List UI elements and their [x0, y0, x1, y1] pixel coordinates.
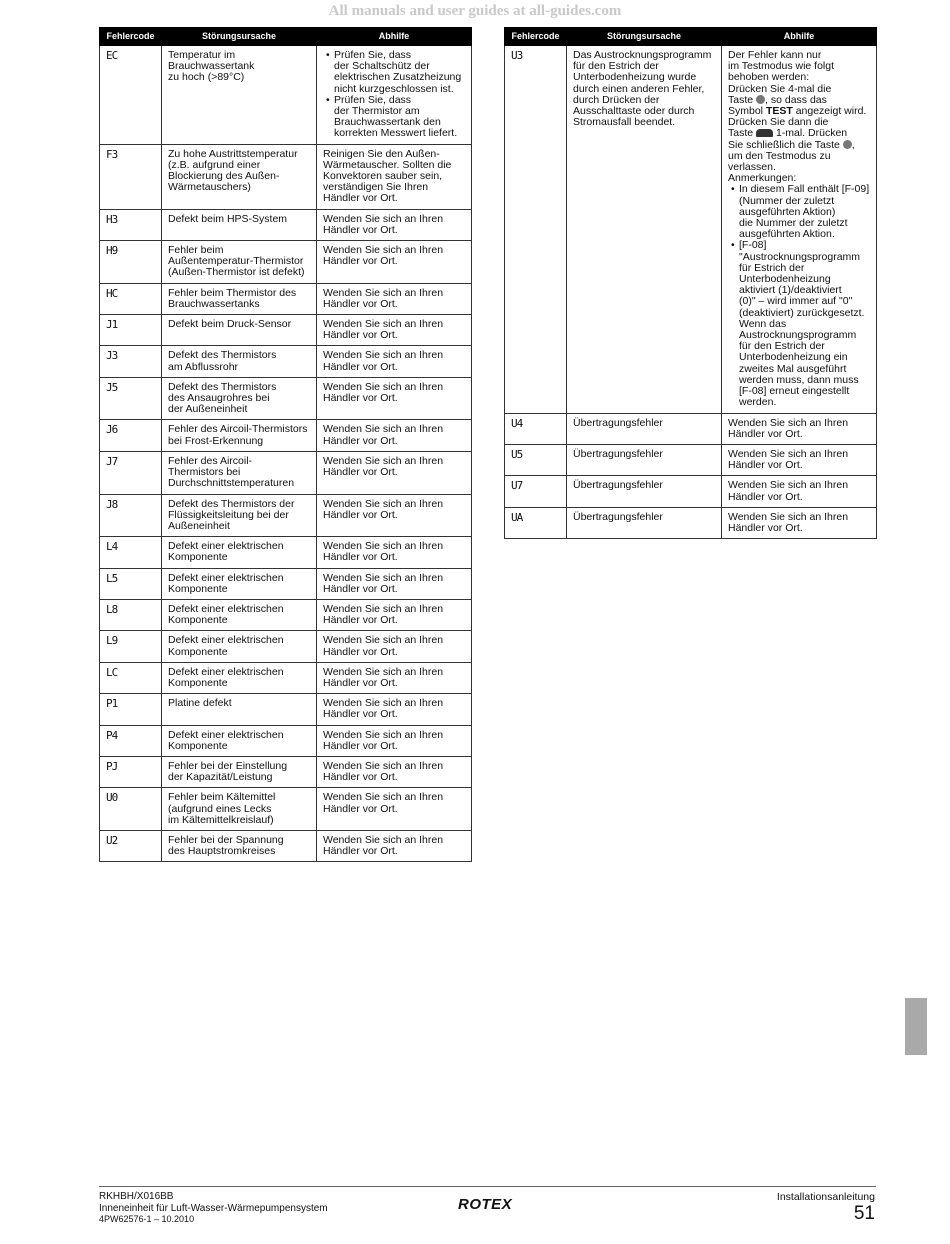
error-cause: Fehler beim Thermistor des Brauchwassertanks — [162, 283, 317, 314]
footer-doc-type: Installationsanleitung — [776, 1191, 875, 1203]
remedy-text: 1-mal. Drücken Sie schließlich die Taste — [728, 127, 848, 151]
error-remedy: Wenden Sie sich an Ihren Händler vor Ort. — [317, 662, 472, 693]
remedy-text: Der Fehler kann nur im Testmodus wie folgt behoben werden: Drücken Sie 4-mal die Taste — [728, 49, 835, 106]
error-cause: Defekt einer elektrischen Komponente — [162, 725, 317, 756]
header-cause: Störungsursache — [567, 28, 722, 46]
error-code: H9 — [100, 241, 162, 284]
error-cause: Defekt des Thermistors des Ansaugrohres bei der Außeneinheit — [162, 377, 317, 420]
header-cause: Störungsursache — [162, 28, 317, 46]
test-symbol: TEST — [765, 105, 793, 118]
error-cause: Das Austrocknungsprogramm für den Estrich der Unterbodenheizung wurde durch einen anderen Fehler, durch Drücken der Ausschalttaste oder durch Stromausfall beendet. — [567, 46, 722, 414]
table-row — [100, 631, 472, 662]
error-code: UA — [505, 507, 567, 538]
footer-model: RKHBH/X016BB — [99, 1191, 174, 1202]
error-cause: Defekt beim Druck-Sensor — [162, 315, 317, 346]
error-remedy — [722, 46, 877, 414]
error-cause: Fehler bei der Einstellung der Kapazität/Leistung — [162, 756, 317, 787]
error-remedy: Wenden Sie sich an Ihren Händler vor Ort. — [317, 494, 472, 537]
error-cause: Defekt einer elektrischen Komponente — [162, 568, 317, 599]
error-cause: Übertragungsfehler — [567, 476, 722, 507]
table-row — [505, 46, 877, 414]
error-code: U3 — [505, 46, 567, 414]
error-cause: Fehler beim Kältemittel (aufgrund eines Lecks im Kältemittelkreislauf) — [162, 788, 317, 831]
footer-description: Inneneinheit für Luft-Wasser-Wärmepumpensystem — [99, 1202, 328, 1214]
error-remedy: Wenden Sie sich an Ihren Händler vor Ort. — [317, 788, 472, 831]
table-row — [100, 451, 472, 494]
watermark: All manuals and user guides at all-guides.com — [328, 3, 622, 19]
error-remedy: Wenden Sie sich an Ihren Händler vor Ort. — [722, 476, 877, 507]
error-code: EC — [100, 46, 162, 145]
error-remedy: Wenden Sie sich an Ihren Händler vor Ort. — [317, 346, 472, 377]
table-row — [100, 830, 472, 861]
error-remedy: Wenden Sie sich an Ihren Händler vor Ort. — [722, 444, 877, 475]
error-remedy: Wenden Sie sich an Ihren Händler vor Ort. — [317, 631, 472, 662]
table-row — [100, 283, 472, 314]
rotex-logo: ROTEX — [458, 1196, 513, 1213]
table-row — [100, 46, 472, 145]
error-remedy: Wenden Sie sich an Ihren Händler vor Ort. — [317, 209, 472, 240]
page-number: 51 — [853, 1203, 875, 1224]
error-remedy: Wenden Sie sich an Ihren Händler vor Ort. — [317, 315, 472, 346]
error-cause: Defekt einer elektrischen Komponente — [162, 537, 317, 568]
error-cause: Übertragungsfehler — [567, 507, 722, 538]
error-code: LC — [100, 662, 162, 693]
remedy-text: angezeigt wird. Drücken Sie dann die Taste — [728, 105, 867, 140]
error-cause: Defekt einer elektrischen Komponente — [162, 631, 317, 662]
table-row — [100, 756, 472, 787]
table-row — [100, 420, 472, 451]
error-remedy: Wenden Sie sich an Ihren Händler vor Ort. — [317, 241, 472, 284]
error-cause: Defekt des Thermistors am Abflussrohr — [162, 346, 317, 377]
error-remedy: Wenden Sie sich an Ihren Händler vor Ort. — [317, 420, 472, 451]
error-cause: Defekt des Thermistors der Flüssigkeitsleitung bei der Außeneinheit — [162, 494, 317, 537]
table-row — [100, 377, 472, 420]
error-remedy: Wenden Sie sich an Ihren Händler vor Ort. — [317, 537, 472, 568]
table-row — [100, 568, 472, 599]
error-cause: Fehler beim Außentemperatur-Thermistor (Außen-Thermistor ist defekt) — [162, 241, 317, 284]
error-remedy: Wenden Sie sich an Ihren Händler vor Ort. — [722, 413, 877, 444]
remedy-bullet: • Prüfen Sie, dass der Schaltschütz der elektrischen Zusatzheizung nicht kurzgeschlossen ist. — [323, 50, 466, 95]
table-row — [100, 209, 472, 240]
error-code: U2 — [100, 830, 162, 861]
left-error-table — [99, 27, 472, 862]
table-row — [100, 788, 472, 831]
table-row — [100, 315, 472, 346]
error-code: J3 — [100, 346, 162, 377]
footer-divider — [99, 1186, 876, 1187]
error-cause: Zu hohe Austrittstemperatur (z.B. aufgrund einer Blockierung des Außen- Wärmetauschers) — [162, 144, 317, 209]
error-cause: Fehler des Aircoil-Thermistors bei Frost-Erkennung — [162, 420, 317, 451]
section-tab — [905, 998, 927, 1055]
remedy-bullet: • [F-08] "Austrocknungsprogramm für Estrich der Unterbodenheizung aktiviert (1)/deaktiviert (0)" – wird immer auf "0" (deaktiviert) zurückgesetzt. Wenn das Austrocknungsprogramm für den Estrich der Unterbodenheizung ein zweites Mal ausgeführt werden muss, dann muss [F-08] erneut eingestellt werden. — [728, 240, 871, 408]
error-remedy: Wenden Sie sich an Ihren Händler vor Ort. — [317, 377, 472, 420]
error-remedy: Wenden Sie sich an Ihren Händler vor Ort. — [722, 507, 877, 538]
error-code: F3 — [100, 144, 162, 209]
remedy-text: , um den Testmodus zu verlassen. Anmerkungen: — [728, 138, 855, 185]
error-code: HC — [100, 283, 162, 314]
table-row — [505, 444, 877, 475]
error-cause: Platine defekt — [162, 694, 317, 725]
error-remedy: Wenden Sie sich an Ihren Händler vor Ort. — [317, 694, 472, 725]
table-row — [505, 507, 877, 538]
right-error-table — [504, 27, 877, 539]
error-remedy: Wenden Sie sich an Ihren Händler vor Ort. — [317, 725, 472, 756]
test-button-icon — [756, 95, 765, 104]
test-button-icon — [843, 140, 852, 149]
on-off-button-icon — [756, 129, 773, 137]
table-row — [100, 694, 472, 725]
footer-left — [99, 1191, 328, 1226]
remedy-text: , so dass das Symbol — [728, 93, 827, 118]
error-remedy: Wenden Sie sich an Ihren Händler vor Ort. — [317, 283, 472, 314]
error-remedy: Wenden Sie sich an Ihren Händler vor Ort. — [317, 568, 472, 599]
error-code: J6 — [100, 420, 162, 451]
error-remedy: Wenden Sie sich an Ihren Händler vor Ort. — [317, 451, 472, 494]
table-row — [100, 662, 472, 693]
table-row — [100, 537, 472, 568]
error-cause: Fehler des Aircoil- Thermistors bei Durchschnittstemperaturen — [162, 451, 317, 494]
error-cause: Defekt einer elektrischen Komponente — [162, 599, 317, 630]
error-remedy — [317, 46, 472, 145]
table-row — [100, 494, 472, 537]
error-cause: Fehler bei der Spannung des Hauptstromkreises — [162, 830, 317, 861]
error-code: U0 — [100, 788, 162, 831]
error-code: J5 — [100, 377, 162, 420]
table-row — [100, 725, 472, 756]
error-code: L5 — [100, 568, 162, 599]
error-code: H3 — [100, 209, 162, 240]
error-cause: Temperatur im Brauchwassertank zu hoch (>89°C) — [162, 46, 317, 145]
table-header — [505, 28, 877, 46]
error-cause: Übertragungsfehler — [567, 444, 722, 475]
footer-docnum: 4PW62576-1 – 10.2010 — [99, 1214, 195, 1224]
error-code: PJ — [100, 756, 162, 787]
error-code: L4 — [100, 537, 162, 568]
header-remedy: Abhilfe — [722, 28, 877, 46]
header-code: Fehlercode — [505, 28, 567, 46]
error-code: J8 — [100, 494, 162, 537]
table-row — [505, 476, 877, 507]
error-cause: Defekt beim HPS-System — [162, 209, 317, 240]
table-header — [100, 28, 472, 46]
table-row — [100, 241, 472, 284]
error-remedy: Reinigen Sie den Außen- Wärmetauscher. Sollten die Konvektoren sauber sein, verständigen Sie Ihren Händler vor Ort. — [317, 144, 472, 209]
error-code: U5 — [505, 444, 567, 475]
error-code: J1 — [100, 315, 162, 346]
error-code: J7 — [100, 451, 162, 494]
table-row — [100, 599, 472, 630]
error-remedy: Wenden Sie sich an Ihren Händler vor Ort. — [317, 830, 472, 861]
error-code: P4 — [100, 725, 162, 756]
header-code: Fehlercode — [100, 28, 162, 46]
error-remedy: Wenden Sie sich an Ihren Händler vor Ort. — [317, 756, 472, 787]
error-cause: Übertragungsfehler — [567, 413, 722, 444]
error-code: L8 — [100, 599, 162, 630]
error-remedy: Wenden Sie sich an Ihren Händler vor Ort. — [317, 599, 472, 630]
error-code: L9 — [100, 631, 162, 662]
error-code: P1 — [100, 694, 162, 725]
table-row — [100, 144, 472, 209]
table-row — [100, 346, 472, 377]
error-code: U4 — [505, 413, 567, 444]
error-cause: Defekt einer elektrischen Komponente — [162, 662, 317, 693]
remedy-bullet: • In diesem Fall enthält [F-09] (Nummer der zuletzt ausgeführten Aktion) die Nummer der zuletzt ausgeführten Aktion. — [728, 184, 871, 240]
error-code: U7 — [505, 476, 567, 507]
remedy-bullet: • Prüfen Sie, dass der Thermistor am Brauchwassertank den korrekten Messwert liefert. — [323, 95, 466, 140]
header-remedy: Abhilfe — [317, 28, 472, 46]
table-row — [505, 413, 877, 444]
